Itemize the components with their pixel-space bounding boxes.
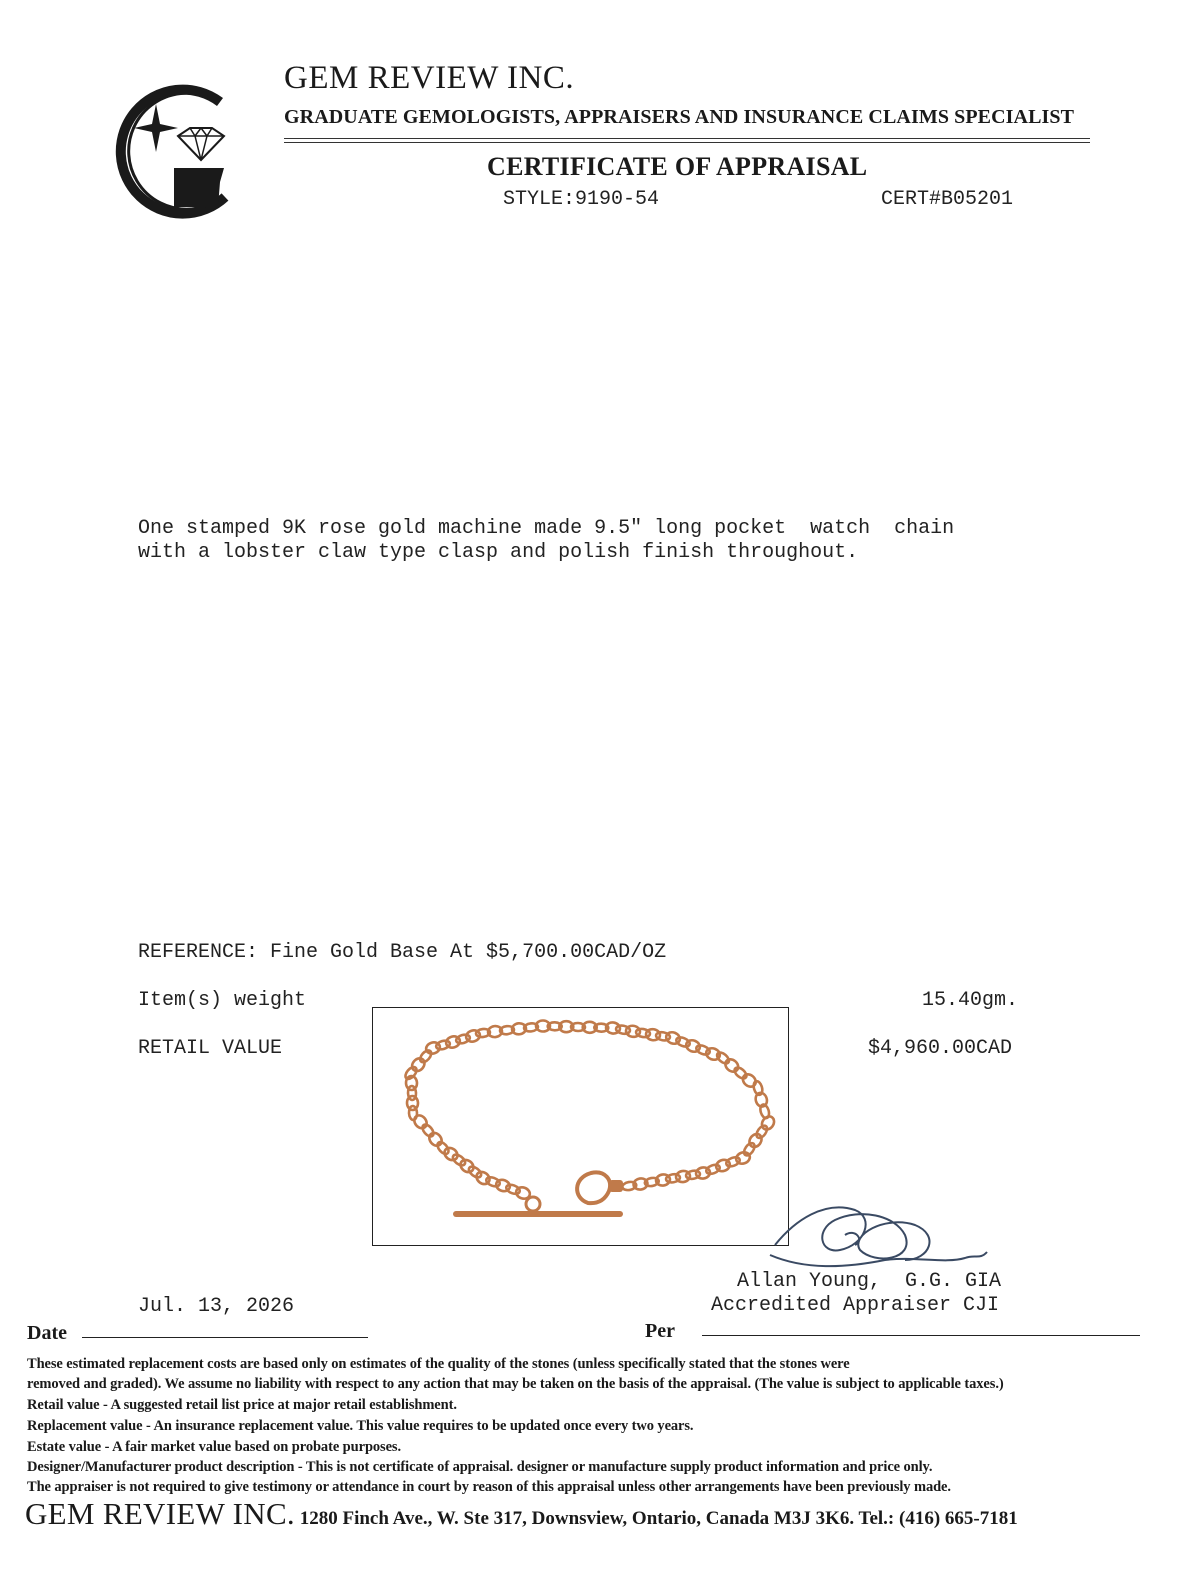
header-rule [284, 138, 1090, 139]
certificate-title: CERTIFICATE OF APPRAISAL [487, 152, 868, 181]
per-label: Per [645, 1320, 675, 1342]
disclaimer-line: Designer/Manufacturer product description - This is not certificate of appraisal. designer or manufacture supply product information and price only. [27, 1459, 933, 1475]
footer [25, 1496, 1018, 1532]
watch-chain-photo-icon [373, 1008, 788, 1245]
style-number: STYLE:9190-54 [503, 188, 660, 211]
disclaimer-line: Retail value - A suggested retail list price at major retail establishment. [27, 1397, 457, 1413]
company-name: GEM REVIEW INC. [284, 60, 575, 96]
header-rule [284, 142, 1090, 143]
appraiser-name: Allan Young, G.G. GIA [737, 1270, 1002, 1293]
certificate-number: CERT#B05201 [881, 188, 1014, 211]
appraisal-date: Jul. 13, 2026 [138, 1295, 295, 1318]
item-description-line: with a lobster claw type clasp and polish finish throughout. [138, 541, 859, 564]
item-description-line: One stamped 9K rose gold machine made 9.5" long pocket watch chain [138, 517, 955, 540]
per-signature-line [702, 1335, 1140, 1336]
retail-value-label: RETAIL VALUE [138, 1037, 283, 1060]
footer-company-name: GEM REVIEW INC. [25, 1496, 295, 1531]
disclaimer-line: These estimated replacement costs are based only on estimates of the quality of the stones (unless specifically stated that the stones were [27, 1356, 850, 1372]
appraiser-credential: Accredited Appraiser CJI [711, 1294, 1000, 1317]
company-logo-icon [100, 72, 240, 222]
disclaimer-line: removed and graded). We assume no liability with respect to any action that may be taken on the basis of the appraisal. (The value is subject to applicable taxes.) [27, 1376, 1004, 1392]
date-label: Date [27, 1322, 67, 1344]
disclaimer-line: Replacement value - An insurance replacement value. This value requires to be updated once every two years. [27, 1418, 694, 1434]
weight-value: 15.40gm. [922, 989, 1019, 1012]
gold-reference-price: REFERENCE: Fine Gold Base At $5,700.00CAD/OZ [138, 941, 667, 964]
item-photo-frame [372, 1007, 789, 1246]
signature-icon [765, 1190, 1005, 1280]
company-tagline: GRADUATE GEMOLOGISTS, APPRAISERS AND INSURANCE CLAIMS SPECIALIST [284, 106, 1075, 128]
date-signature-line [82, 1337, 368, 1338]
footer-address: 1280 Finch Ave., W. Ste 317, Downsview, Ontario, Canada M3J 3K6. Tel.: (416) 665-7181 [294, 1508, 1018, 1529]
weight-label: Item(s) weight [138, 989, 307, 1012]
disclaimer-line: The appraiser is not required to give testimony or attendance in court by reason of this appraisal unless other arrangements have been previously made. [27, 1479, 951, 1495]
disclaimer-line: Estate value - A fair market value based on probate purposes. [27, 1439, 402, 1455]
retail-value-amount: $4,960.00CAD [868, 1037, 1013, 1060]
